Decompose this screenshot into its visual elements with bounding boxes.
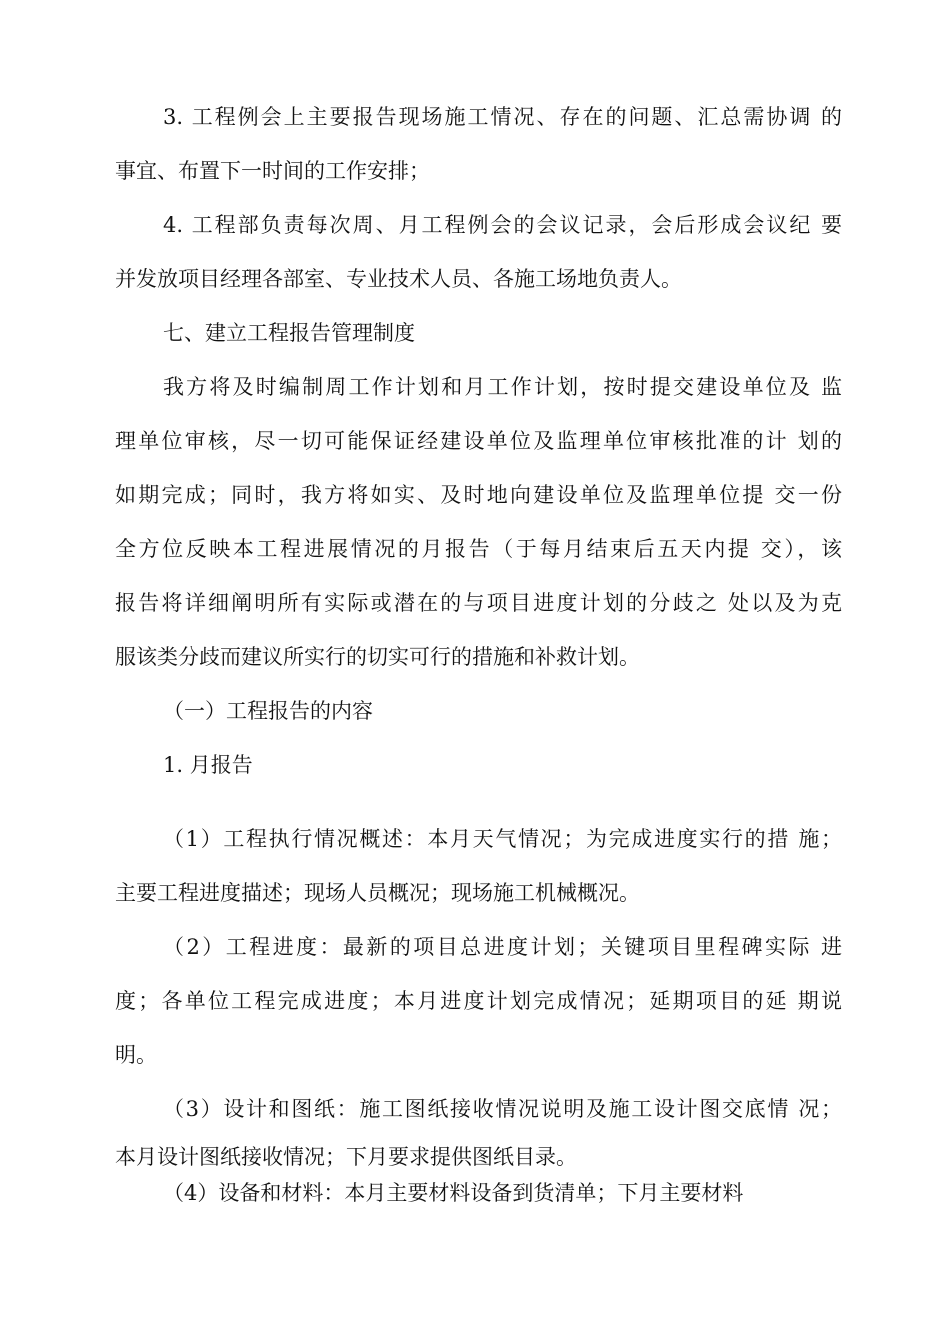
paragraph-4-line-1: 我方将及时编制周工作计划和月工作计划，按时提交建设单位及 监 [163,375,842,399]
paragraph-4-line-2: 理单位审核，尽一切可能保证经建设单位及监理单位审核批准的计 划的 [115,429,842,453]
paragraph-8-line-2: 度；各单位工程完成进度；本月进度计划完成情况；延期项目的延 期说 [115,989,842,1013]
section-heading: 七、建立工程报告管理制度 [163,321,415,345]
subsection-heading: （一）工程报告的内容 [163,699,373,723]
paragraph-9-line-1: （3）设计和图纸：施工图纸接收情况说明及施工设计图交底情 况； [163,1097,842,1121]
paragraph-2-line-1: 4. 工程部负责每次周、月工程例会的会议记录，会后形成会议纪 要 [163,213,842,237]
paragraph-7-line-1: （1）工程执行情况概述：本月天气情况；为完成进度实行的措 施； [163,827,842,851]
paragraph-2-line-2: 并发放项目经理各部室、专业技术人员、各施工场地负责人。 [115,267,682,291]
paragraph-4-line-3: 如期完成；同时，我方将如实、及时地向建设单位及监理单位提 交一份 [115,483,842,507]
paragraph-10-line-1: （4）设备和材料：本月主要材料设备到货清单；下月主要材料 [163,1181,744,1205]
paragraph-8-line-3: 明。 [115,1043,157,1067]
paragraph-4-line-6: 服该类分歧而建议所实行的切实可行的措施和补救计划。 [115,645,640,669]
paragraph-4-line-5: 报告将详细阐明所有实际或潜在的与项目进度计划的分歧之 处以及为克 [115,591,842,615]
paragraph-7-line-2: 主要工程进度描述；现场人员概况；现场施工机械概况。 [115,881,640,905]
paragraph-4-line-4: 全方位反映本工程进展情况的月报告（于每月结束后五天内提 交），该 [115,537,842,561]
paragraph-8-line-1: （2）工程进度：最新的项目总进度计划；关键项目里程碑实际 进 [163,935,842,959]
paragraph-9-line-2: 本月设计图纸接收情况；下月要求提供图纸目录。 [115,1145,577,1169]
paragraph-1-line-2: 事宜、布置下一时间的工作安排； [115,159,430,183]
paragraph-1-line-1: 3. 工程例会上主要报告现场施工情况、存在的问题、汇总需协调 的 [163,105,842,129]
item-heading-monthly-report: 1. 月报告 [163,753,253,777]
